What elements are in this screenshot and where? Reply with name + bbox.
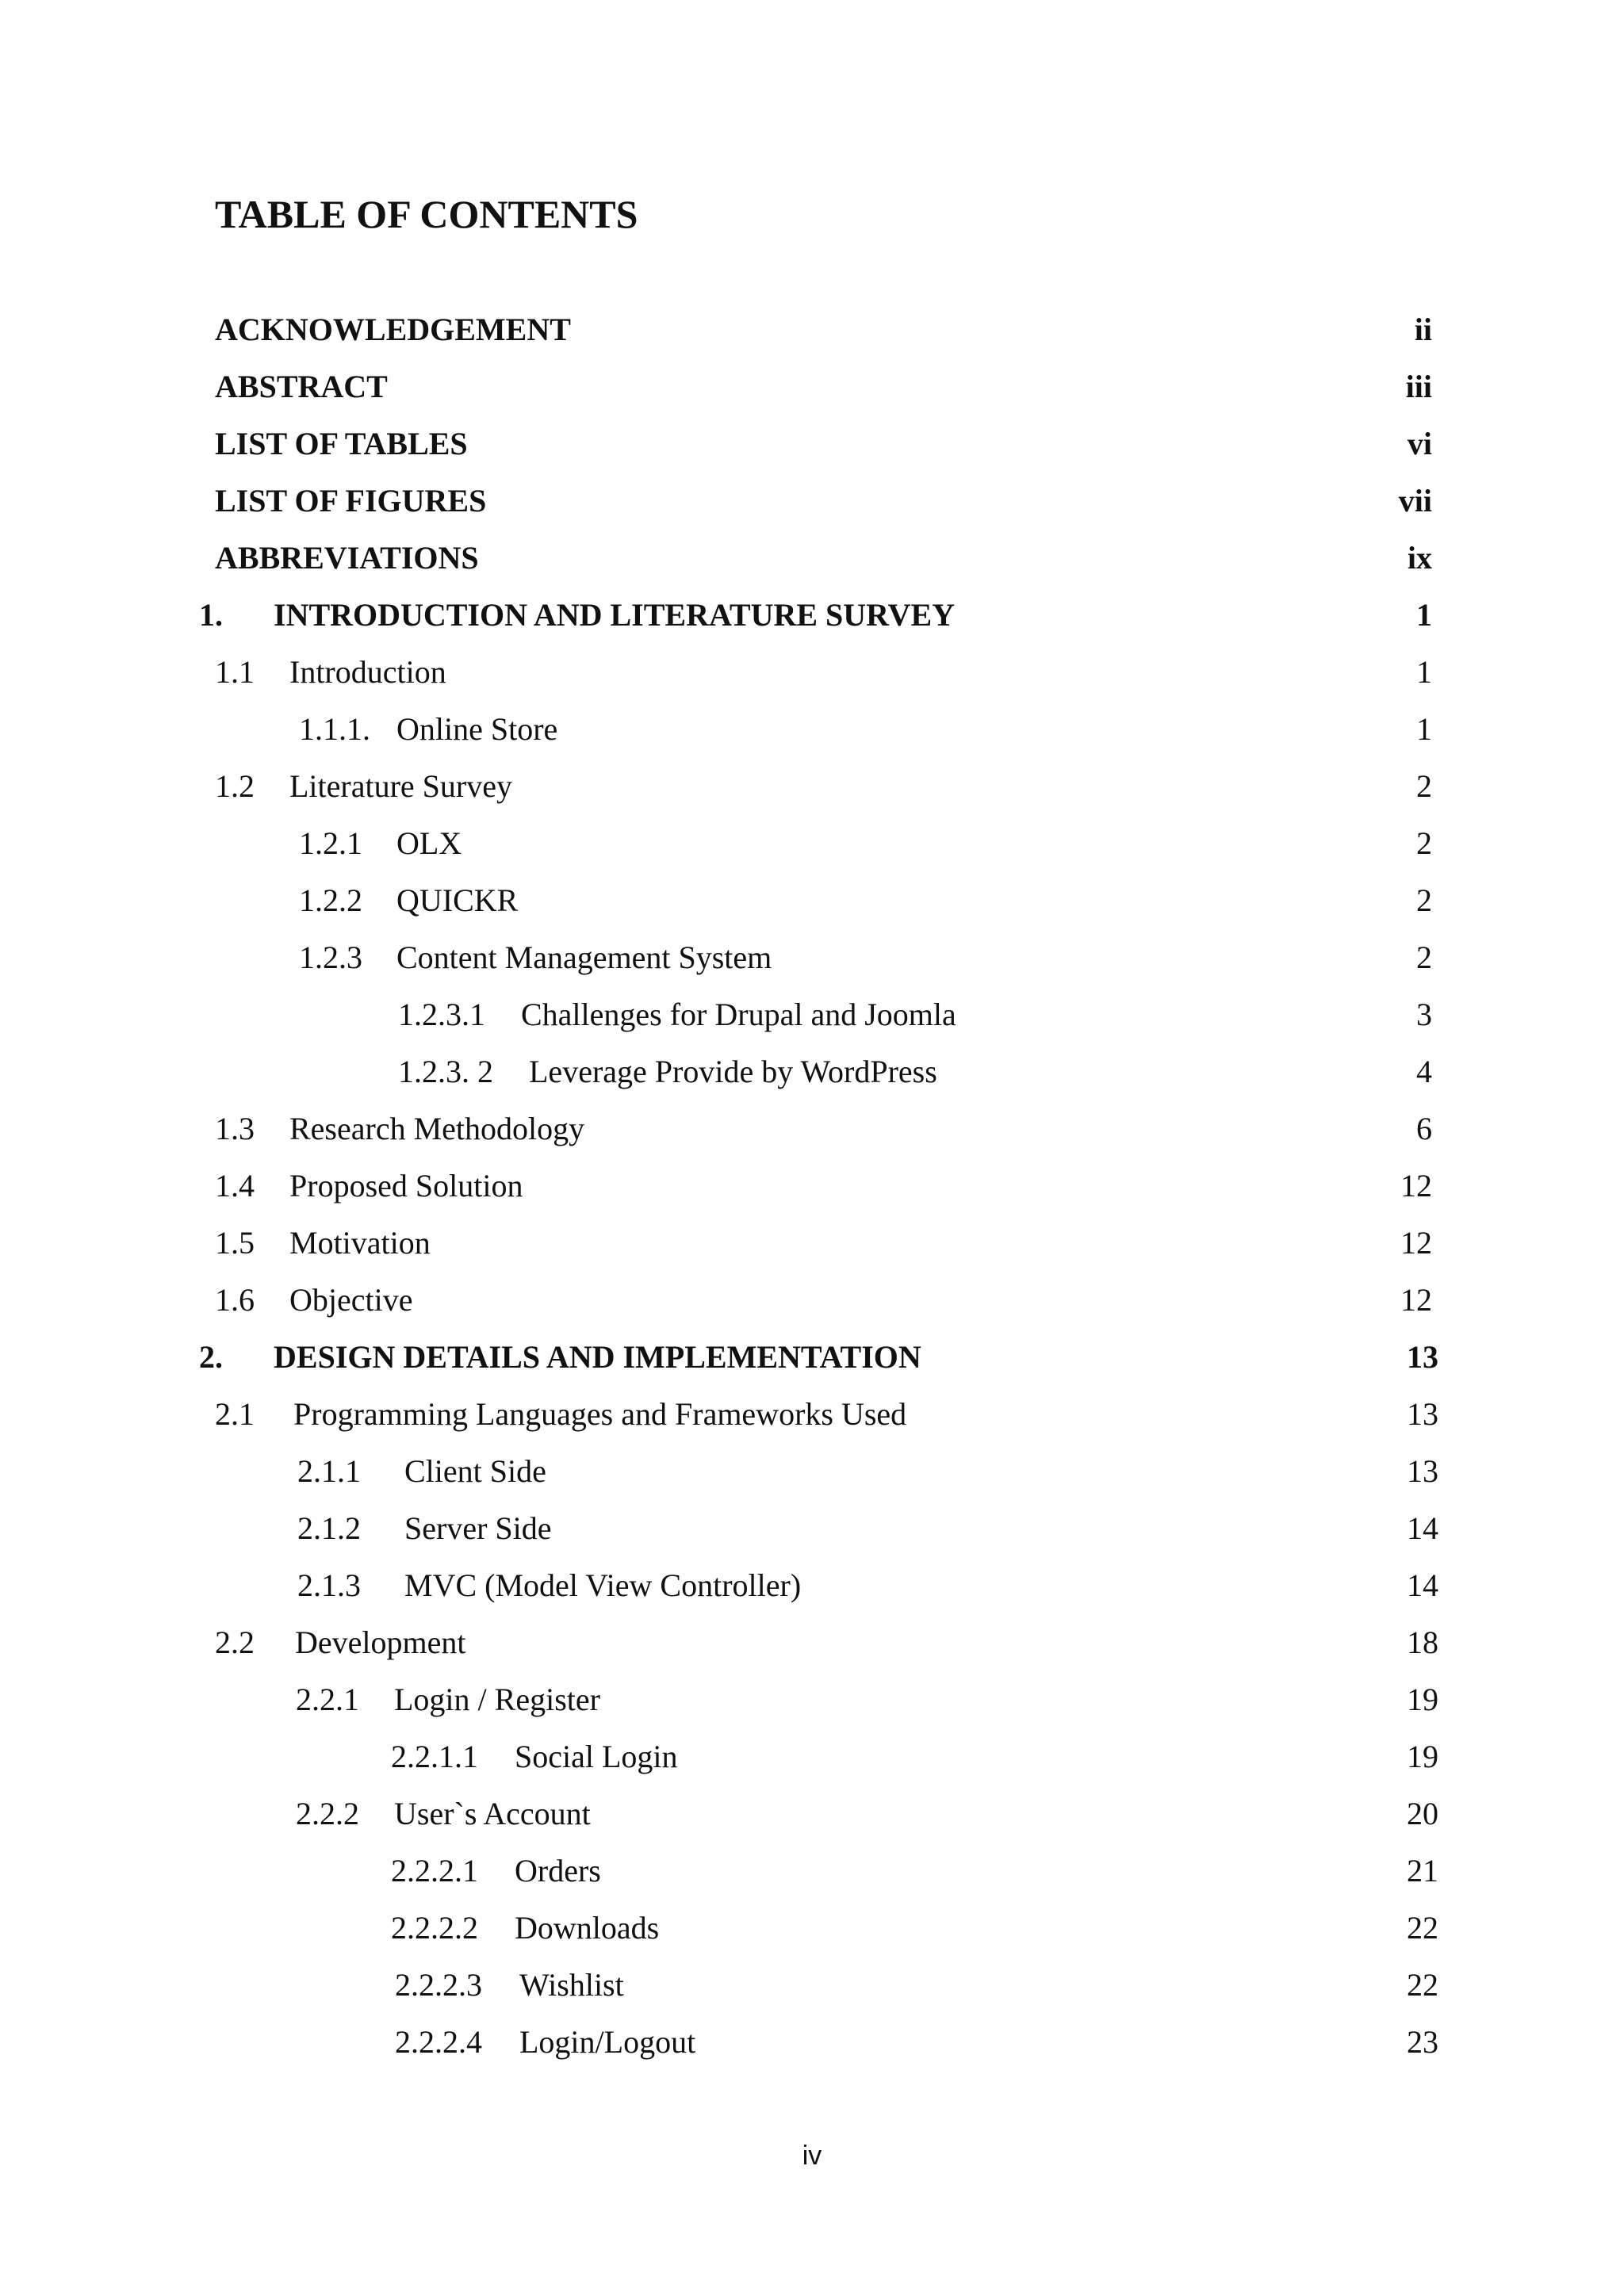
page-number: iv	[802, 2141, 822, 2171]
toc-label: Leverage Provide by WordPress	[529, 1054, 937, 1089]
toc-page: 19	[1407, 1682, 1438, 1717]
toc-label: INTRODUCTION AND LITERATURE SURVEY	[274, 597, 956, 633]
toc-label: Client Side	[404, 1453, 546, 1489]
toc-number: 2.1	[215, 1396, 255, 1432]
toc-page: 13	[1407, 1453, 1438, 1489]
toc-entry	[0, 363, 1624, 411]
toc-subsection	[0, 1505, 1624, 1552]
toc-number: 2.2.2.2	[391, 1910, 478, 1946]
toc-page: 13	[1407, 1339, 1438, 1375]
toc-label: User`s Account	[394, 1796, 591, 1831]
toc-page: 1	[1416, 654, 1432, 690]
toc-page: 14	[1407, 1510, 1438, 1546]
toc-label: Motivation	[289, 1225, 431, 1261]
toc-label: Programming Languages and Frameworks Used	[293, 1396, 907, 1432]
toc-page: 18	[1407, 1624, 1438, 1660]
toc-page: ix	[1407, 540, 1432, 576]
toc-number: 2.2.2	[296, 1796, 359, 1831]
toc-subsubsection	[0, 1904, 1624, 1952]
toc-number: 1.4	[215, 1168, 255, 1203]
toc-subsection	[0, 877, 1624, 924]
toc-subsection	[0, 934, 1624, 982]
toc-label: ABBREVIATIONS	[215, 540, 479, 576]
toc-subsubsection	[0, 2019, 1624, 2066]
toc-number: 1.6	[215, 1282, 255, 1318]
toc-section	[0, 1619, 1624, 1667]
toc-entry	[0, 420, 1624, 468]
toc-page: 2	[1416, 768, 1432, 804]
toc-label: Wishlist	[519, 1967, 624, 2003]
toc-label: Downloads	[515, 1910, 660, 1946]
toc-number: 1.1.1.	[299, 711, 370, 747]
toc-page: 12	[1400, 1225, 1432, 1261]
toc-label: OLX	[396, 825, 462, 861]
toc-page: 1	[1416, 711, 1432, 747]
toc-page: 3	[1416, 997, 1432, 1032]
toc-number: 2.2	[215, 1624, 255, 1660]
toc-subsubsection	[0, 991, 1624, 1039]
toc-subsubsection	[0, 1733, 1624, 1781]
toc-number: 1.2.3. 2	[398, 1054, 493, 1089]
toc-page: 20	[1407, 1796, 1438, 1831]
toc-page: 22	[1407, 1967, 1438, 2003]
toc-page: 2	[1416, 939, 1432, 975]
toc-page: 2	[1416, 825, 1432, 861]
toc-label: ACKNOWLEDGEMENT	[215, 312, 571, 347]
toc-page: 14	[1407, 1567, 1438, 1603]
toc-number: 2.2.2.3	[395, 1967, 482, 2003]
toc-label: Objective	[289, 1282, 413, 1318]
toc-page: iii	[1405, 369, 1432, 404]
toc-number: 2.1.1	[297, 1453, 361, 1489]
toc-subsection	[0, 1676, 1624, 1724]
toc-label: Content Management System	[396, 939, 772, 975]
toc-subsection	[0, 820, 1624, 867]
toc-number: 1.3	[215, 1111, 255, 1146]
toc-page: 2	[1416, 882, 1432, 918]
toc-page: 22	[1407, 1910, 1438, 1946]
toc-subsection	[0, 1562, 1624, 1609]
toc-label: Challenges for Drupal and Joomla	[521, 997, 956, 1032]
toc-label: Orders	[515, 1853, 601, 1888]
toc-section	[0, 1276, 1624, 1324]
toc-subsubsection	[0, 1048, 1624, 1096]
toc-number: 1.2	[215, 768, 255, 804]
toc-number: 2.2.1	[296, 1682, 359, 1717]
toc-page: vii	[1398, 483, 1432, 519]
toc-section	[0, 763, 1624, 810]
toc-label: Proposed Solution	[289, 1168, 523, 1203]
toc-section	[0, 1391, 1624, 1438]
toc-page: 4	[1416, 1054, 1432, 1089]
toc-label: Login/Logout	[519, 2024, 696, 2060]
toc-label: ABSTRACT	[215, 369, 388, 404]
toc-number: 2.2.2.4	[395, 2024, 482, 2060]
toc-label: Server Side	[404, 1510, 552, 1546]
toc-subsubsection	[0, 1847, 1624, 1895]
toc-entry	[0, 534, 1624, 582]
toc-chapter	[0, 591, 1624, 639]
toc-section	[0, 1219, 1624, 1267]
toc-page: 1	[1416, 597, 1432, 633]
toc-section	[0, 649, 1624, 696]
toc-page: 23	[1407, 2024, 1438, 2060]
toc-label: LIST OF FIGURES	[215, 483, 487, 519]
toc-entry	[0, 306, 1624, 354]
toc-page: 19	[1407, 1739, 1438, 1774]
toc-number: 2.1.2	[297, 1510, 361, 1546]
toc-number: 1.2.3	[299, 939, 362, 975]
toc-page: 21	[1407, 1853, 1438, 1888]
toc-number: 1.1	[215, 654, 255, 690]
toc-label: DESIGN DETAILS AND IMPLEMENTATION	[274, 1339, 921, 1375]
toc-number: 2.2.2.1	[391, 1853, 478, 1888]
toc-label: Social Login	[515, 1739, 678, 1774]
toc-label: Introduction	[289, 654, 446, 690]
toc-number: 2.1.3	[297, 1567, 361, 1603]
toc-page: 12	[1400, 1168, 1432, 1203]
page-title: TABLE OF CONTENTS	[215, 192, 638, 236]
toc-number: 1.	[199, 597, 223, 633]
toc-subsubsection	[0, 1961, 1624, 2009]
toc-label: Online Store	[396, 711, 558, 747]
toc-page: ii	[1414, 312, 1432, 347]
toc-page: 6	[1416, 1111, 1432, 1146]
toc-label: Literature Survey	[289, 768, 512, 804]
toc-section	[0, 1105, 1624, 1153]
toc-number: 2.2.1.1	[391, 1739, 478, 1774]
toc-entry	[0, 477, 1624, 525]
toc-page: vi	[1407, 426, 1432, 461]
toc-number: 1.2.1	[299, 825, 362, 861]
toc-page: 12	[1400, 1282, 1432, 1318]
toc-number: 1.5	[215, 1225, 255, 1261]
toc-page: 13	[1407, 1396, 1438, 1432]
toc-subsection	[0, 1790, 1624, 1838]
toc-number: 1.2.3.1	[398, 997, 485, 1032]
toc-label: MVC (Model View Controller)	[404, 1567, 802, 1603]
toc-number: 1.2.2	[299, 882, 362, 918]
toc-chapter	[0, 1334, 1624, 1381]
toc-subsection	[0, 706, 1624, 753]
toc-number: 2.	[199, 1339, 223, 1375]
toc-label: Login / Register	[394, 1682, 600, 1717]
toc-section	[0, 1162, 1624, 1210]
toc-label: QUICKR	[396, 882, 519, 918]
toc-label: Research Methodology	[289, 1111, 585, 1146]
toc-label: Development	[295, 1624, 466, 1660]
toc-subsection	[0, 1448, 1624, 1495]
toc-label: LIST OF TABLES	[215, 426, 468, 461]
